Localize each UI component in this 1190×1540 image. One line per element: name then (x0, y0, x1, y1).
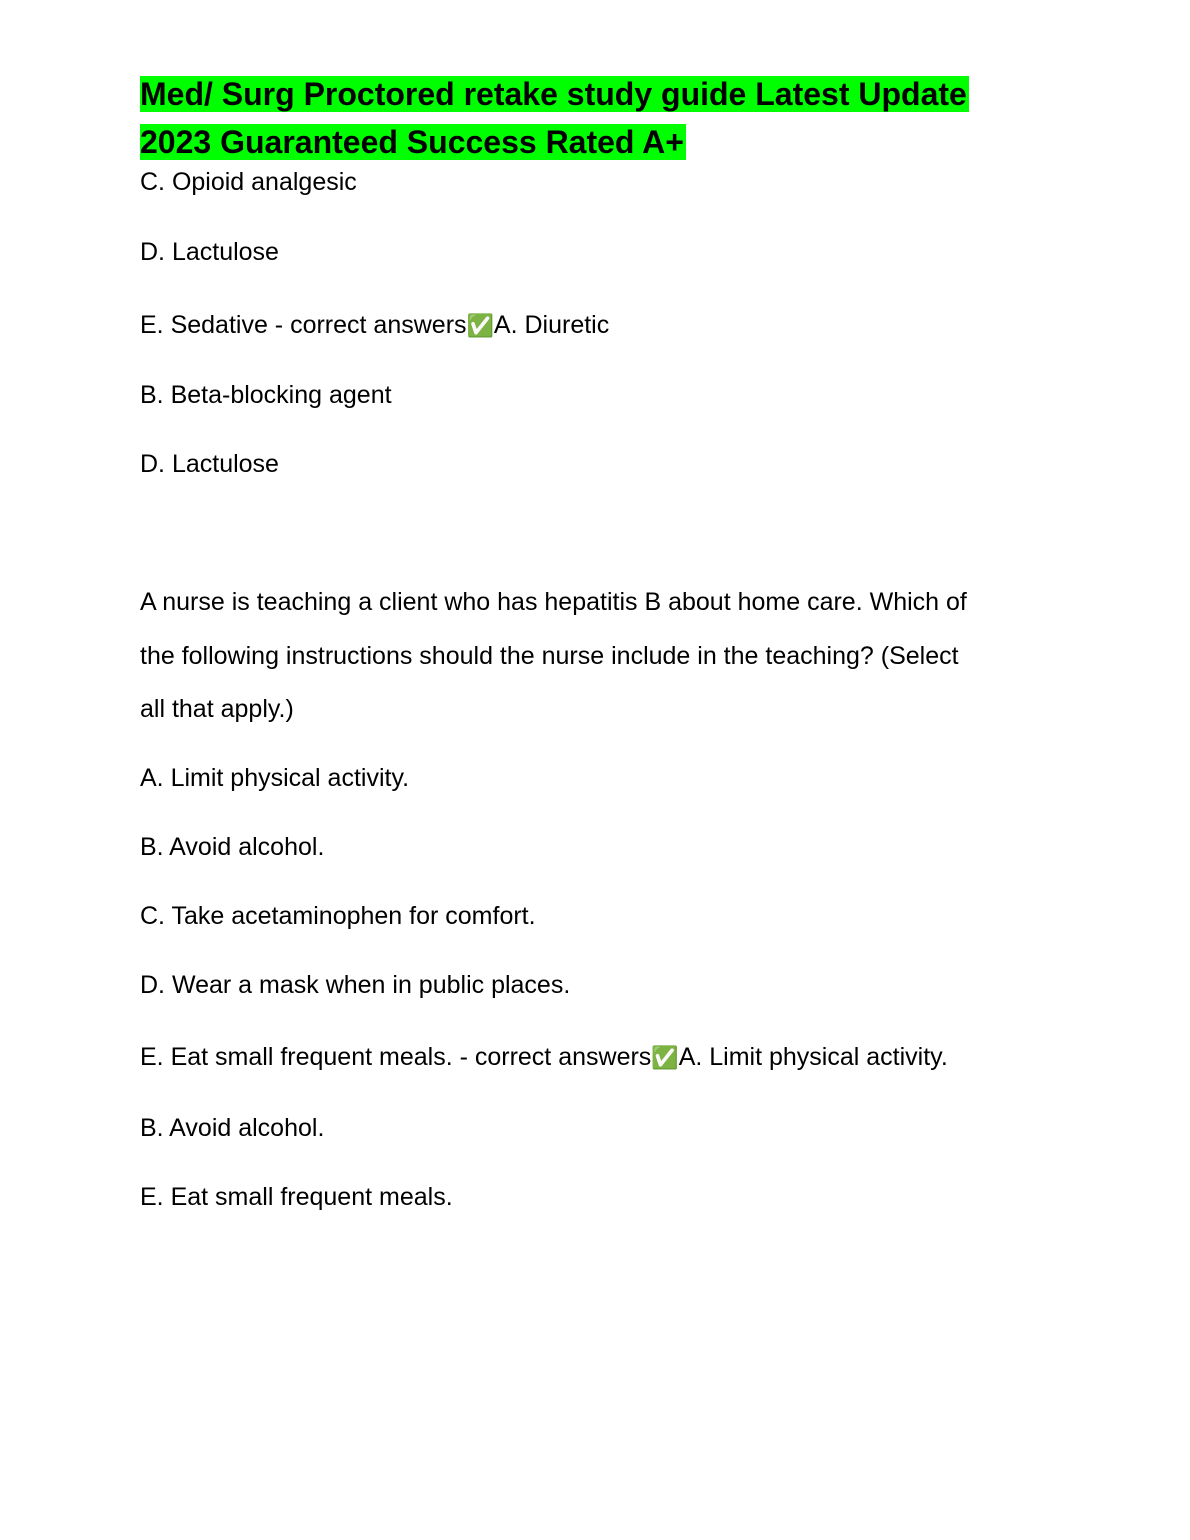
option-c: C. Take acetaminophen for comfort. (140, 902, 536, 930)
answer-line-meals (140, 1042, 948, 1074)
answer-suffix: A. Diuretic (493, 311, 610, 339)
answer-line-sedative (140, 310, 609, 342)
option-b: B. Avoid alcohol. (140, 833, 325, 861)
option-d-lactulose: D. Lactulose (140, 238, 279, 266)
title-line-1: Med/ Surg Proctored retake study guide Latest Update (140, 76, 967, 112)
option-a: A. Limit physical activity. (140, 764, 410, 792)
question-line-2: the following instructions should the nurse include in the teaching? (Select (140, 642, 959, 670)
answer-prefix: E. Sedative - correct answers (140, 311, 467, 339)
title-line-2: 2023 Guaranteed Success Rated A+ (140, 124, 684, 160)
answer-avoid-alcohol: B. Avoid alcohol. (140, 1114, 325, 1142)
answer-suffix: A. Limit physical activity. (678, 1043, 948, 1071)
answer-small-meals: E. Eat small frequent meals. (140, 1183, 453, 1211)
option-d: D. Wear a mask when in public places. (140, 971, 571, 999)
answer-prefix: E. Eat small frequent meals. - correct answers (140, 1043, 652, 1071)
check-mark-icon: ✅ (466, 314, 494, 339)
option-c-opioid: C. Opioid analgesic (140, 168, 357, 196)
answer-lactulose: D. Lactulose (140, 450, 279, 478)
answer-beta-blocking: B. Beta-blocking agent (140, 381, 392, 409)
check-mark-icon: ✅ (651, 1046, 679, 1071)
question-line-1: A nurse is teaching a client who has hepatitis B about home care. Which of (140, 588, 967, 616)
document-title (140, 70, 1030, 166)
question-line-3: all that apply.) (140, 695, 294, 723)
